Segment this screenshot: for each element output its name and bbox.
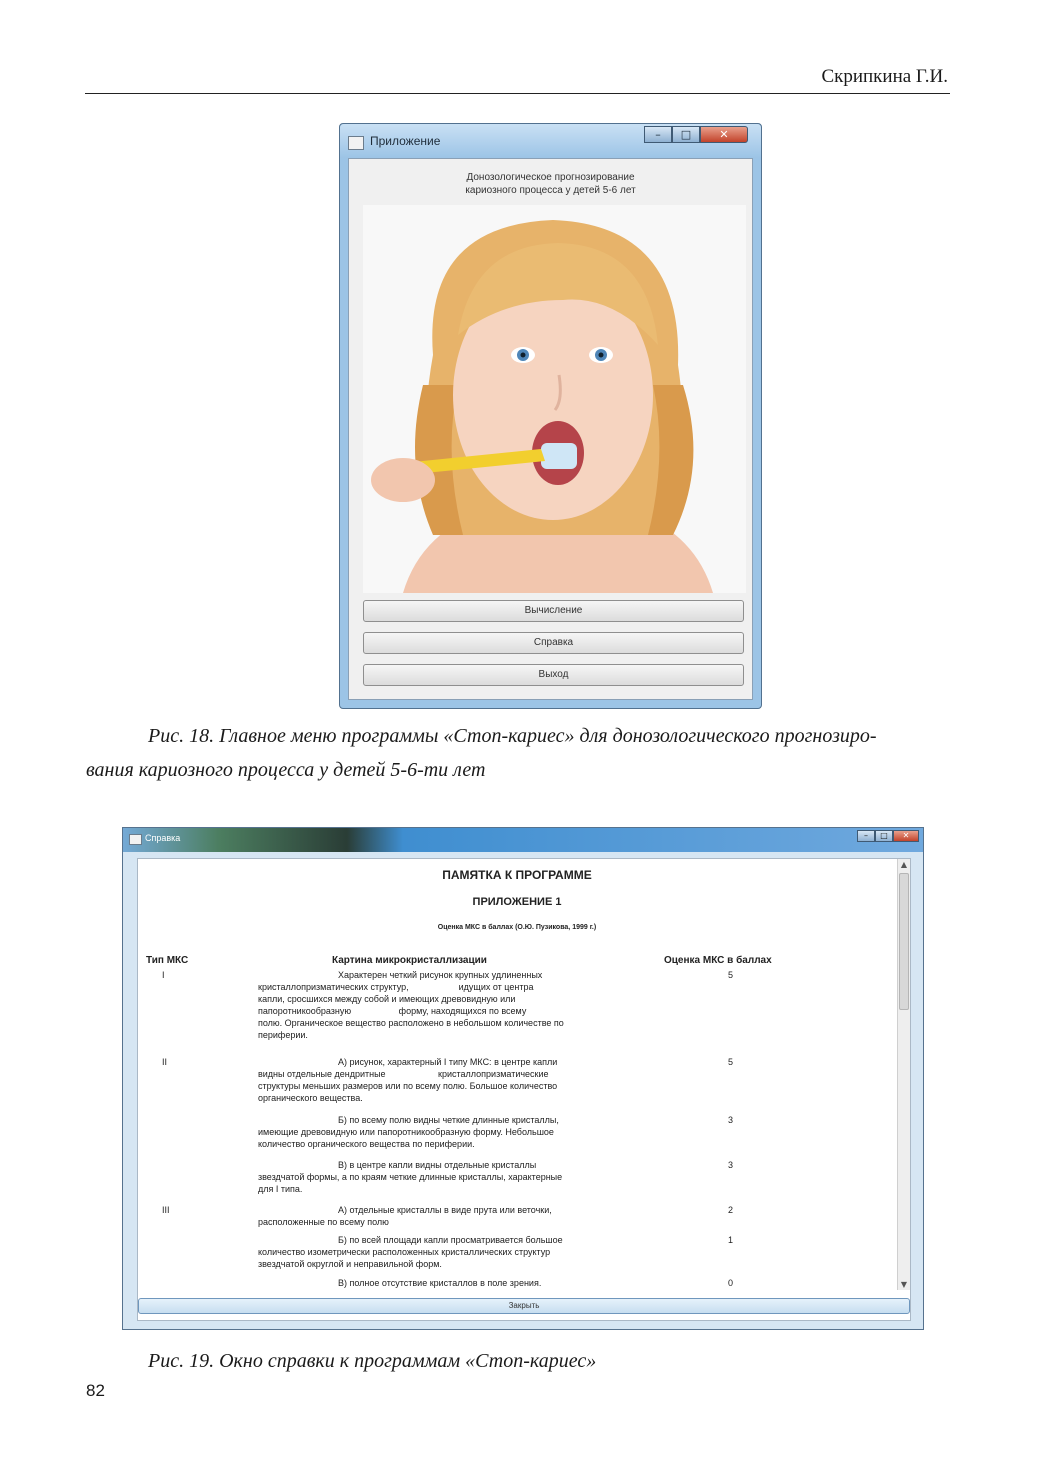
close-button[interactable]: ✕ <box>700 126 748 143</box>
help-document <box>138 859 896 1290</box>
scroll-up-arrow-icon[interactable]: ▲ <box>900 860 908 869</box>
window-client-area <box>137 858 911 1321</box>
row-score: 1 <box>728 1235 734 1245</box>
description-line: звездчатой округлой и неправильной форм. <box>258 1259 442 1269</box>
row-description <box>258 1204 678 1228</box>
help-button[interactable]: Справка <box>363 632 744 654</box>
document-subtitle: ПРИЛОЖЕНИЕ 1 <box>472 896 562 908</box>
calculation-button[interactable]: Вычисление <box>363 600 744 622</box>
minimize-button[interactable]: – <box>644 126 672 143</box>
header-rule <box>85 93 950 94</box>
description-line: кристаллопризматических структур, идущих от центра <box>258 982 534 992</box>
row-score: 3 <box>728 1115 734 1125</box>
row-type: II <box>162 1057 168 1067</box>
description-line: Характерен четкий рисунок крупных удлиненных <box>338 970 543 980</box>
close-button[interactable]: ✕ <box>893 830 919 842</box>
app-heading-line2: кариозного процесса у детей 5-6 лет <box>465 185 636 196</box>
row-description <box>258 1234 678 1270</box>
column-header-type: Тип МКС <box>146 955 189 966</box>
description-line: органического вещества. <box>258 1093 363 1103</box>
minimize-button[interactable]: – <box>857 830 875 842</box>
child-brushing-teeth-image <box>363 205 746 593</box>
description-line: количество изометрически расположенных кристаллических структур <box>258 1247 551 1257</box>
description-line: Б) по всей площади капли просматривается большое <box>338 1235 563 1245</box>
description-line: папоротникообразную форму, находящихся по всему <box>258 1006 527 1016</box>
app-heading <box>349 171 752 197</box>
window-client-area <box>348 158 753 700</box>
column-header-description: Картина микрокристаллизации <box>332 955 487 966</box>
row-description <box>258 1056 678 1104</box>
app-icon <box>348 136 364 150</box>
vertical-scrollbar[interactable] <box>897 859 910 1290</box>
scroll-down-arrow-icon[interactable]: ▼ <box>900 1280 908 1289</box>
scroll-thumb[interactable] <box>899 873 909 1010</box>
row-score: 2 <box>728 1205 734 1215</box>
description-line: периферии. <box>258 1030 308 1040</box>
row-description <box>258 969 678 1041</box>
title-bar[interactable] <box>123 828 923 852</box>
description-line: для I типа. <box>258 1184 303 1194</box>
description-line: звездчатой формы, а по краям четкие длинные кристаллы, характерные <box>258 1172 563 1182</box>
close-dialog-button[interactable]: Закрыть <box>138 1298 910 1314</box>
window-title: Приложение <box>370 134 441 148</box>
maximize-button[interactable]: □ <box>672 126 700 143</box>
description-line: В) полное отсутствие кристаллов в поле зрения. <box>338 1278 542 1288</box>
row-score: 0 <box>728 1278 734 1288</box>
description-line: В) в центре капли видны отдельные кристаллы <box>338 1160 537 1170</box>
row-type: III <box>162 1205 170 1215</box>
exit-button[interactable]: Выход <box>363 664 744 686</box>
maximize-button[interactable]: □ <box>875 830 893 842</box>
description-line: полю. Органическое вещество расположено в небольшом количестве по <box>258 1018 564 1028</box>
page-number: 82 <box>86 1381 105 1400</box>
description-line: видны отдельные дендритные кристаллопризматические <box>258 1069 549 1079</box>
row-type: I <box>162 970 165 980</box>
row-description <box>258 1114 678 1150</box>
description-line: Б) по всему полю видны четкие длинные кристаллы, <box>338 1115 559 1125</box>
app-icon <box>129 834 142 845</box>
row-score: 5 <box>728 1057 734 1067</box>
app-heading-line1: Донозологическое прогнозирование <box>466 172 635 183</box>
window-title: Справка <box>145 833 181 843</box>
running-header: Скрипкина Г.И. <box>821 66 948 87</box>
document-note: Оценка МКС в баллах (О.Ю. Пузикова, 1999 г.) <box>437 924 597 931</box>
description-line: капли, сросшихся между собой и имеющих древовидную или <box>258 994 516 1004</box>
description-line: А) рисунок, характерный I типу МКС: в центре капли <box>338 1057 558 1067</box>
row-score: 5 <box>728 970 734 980</box>
document-title: ПАМЯТКА К ПРОГРАММЕ <box>442 868 592 882</box>
description-line: имеющие древовидную или папоротникообразную форму. Небольшое <box>258 1127 554 1137</box>
row-description <box>258 1277 678 1289</box>
figure-18-caption-line1: Рис. 18. Главное меню программы «Стоп-кариес» для донозологического прогнозиро- <box>148 725 877 747</box>
figure-18-caption-line2: вания кариозного процесса у детей 5-6-ти лет <box>86 759 486 781</box>
description-line: расположенные по всему полю <box>258 1217 389 1227</box>
description-line: структуры меньших размеров или по всему полю. Большое количество <box>258 1081 558 1091</box>
row-description <box>258 1159 678 1195</box>
help-window <box>122 827 924 1330</box>
description-line: А) отдельные кристаллы в виде прута или веточки, <box>338 1205 552 1215</box>
main-menu-window <box>339 123 762 709</box>
row-score: 3 <box>728 1160 734 1170</box>
figure-19-caption: Рис. 19. Окно справки к программам «Стоп-кариес» <box>148 1350 597 1372</box>
column-header-score: Оценка МКС в баллах <box>664 955 772 966</box>
title-bar[interactable] <box>340 124 761 158</box>
description-line: количество органического вещества по периферии. <box>258 1139 475 1149</box>
